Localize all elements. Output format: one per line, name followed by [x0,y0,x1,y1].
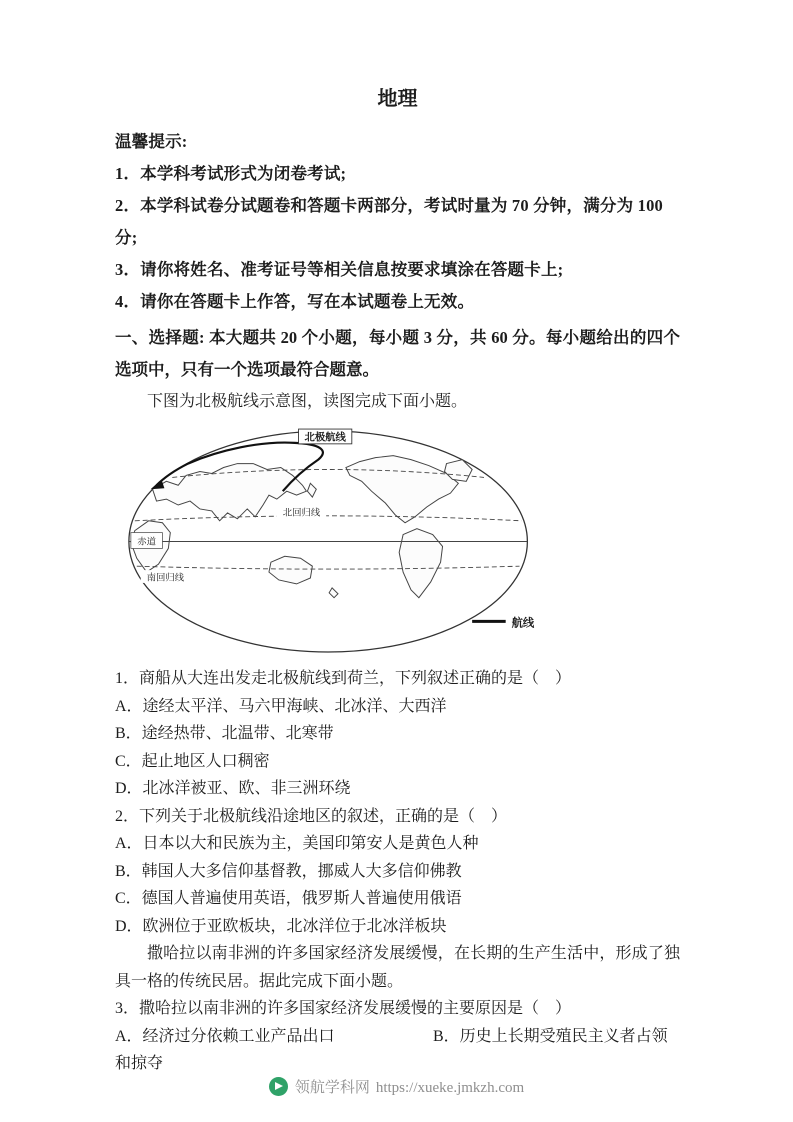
map-label-tropic-of-capricorn: 南回归线 [146,573,185,584]
map-label-arctic-route: 北极航线 [304,432,346,444]
arctic-route-map [121,424,555,659]
question-3-options [115,1023,680,1078]
tropic-of-cancer-line [135,516,522,521]
australia-shape [269,556,312,584]
tropic-of-capricorn-line [137,566,520,569]
section-title: 一、选择题: 本大题共 20 个小题，每小题 3 分，共 60 分。每小题给出的四个选项中，只有一个选项最符合题意。 [115,328,680,379]
notice-item-2: 2．本学科试卷分试题卷和答题卡两部分，考试时量为 70 分钟，满分为 100 分; [115,196,663,247]
footer-site-name: 领航学科网 [294,1080,370,1096]
question-2-option-c: C．德国人普遍使用英语，俄罗斯人普遍使用俄语 [115,890,462,907]
notice-header: 温馨提示: [115,132,188,151]
question-2 [115,803,680,941]
question-3 [115,995,680,1078]
question-1-option-c: C．起止地区人口稠密 [115,752,270,770]
question-1-option-d: D．北冰洋被亚、欧、非三洲环绕 [115,780,351,797]
map-label-tropic-of-cancer: 北回归线 [282,508,321,519]
notice-item-4: 4．请你在答题卡上作答，写在本试题卷上无效。 [115,292,475,311]
notice-item-1: 1．本学科考试形式为闭卷考试; [115,164,347,183]
question-2-option-a: A．日本以大和民族为主，美国印第安人是黄色人种 [115,835,479,852]
new-zealand-shape [329,588,338,598]
question-1-option-b: B．途经热带、北温带、北寒带 [115,725,334,742]
map-label-equator: 赤道 [137,537,157,548]
passage-1: 下图为北极航线示意图，读图完成下面小题。 [147,393,468,410]
question-3-option-b: B．历史上长期受殖民主义者占领和掠夺 [115,1027,668,1072]
passage-2: 撒哈拉以南非洲的许多国家经济发展缓慢，在长期的生产生活中，形成了独具一格的传统民居。据此完成下面小题。 [115,945,680,990]
map-legend [472,615,535,629]
page-title: 地理 [377,88,418,110]
question-1-stem: 1．商船从大连出发走北极航线到荷兰，下列叙述正确的是（ ） [115,670,572,687]
site-logo-icon [269,1077,288,1096]
question-2-option-d: D．欧洲位于亚欧板块，北冰洋位于北冰洋板块 [115,917,447,935]
question-3-stem: 3．撒哈拉以南非洲的许多国家经济发展缓慢的主要原因是（ ） [115,1000,572,1017]
logo-triangle [275,1082,283,1090]
notice-block [115,126,680,318]
south-america-shape [399,529,442,598]
world-map-svg [121,424,555,659]
footer-watermark [0,1077,793,1098]
north-america-shape [346,456,458,523]
question-1 [115,665,680,803]
japan-shape [307,483,316,497]
question-2-stem: 2．下列关于北极航线沿途地区的叙述，正确的是（ ） [115,807,508,825]
legend-route-label: 航线 [511,617,535,630]
notice-item-3: 3．请你将姓名、准考证号等相关信息按要求填涂在答题卡上; [115,260,564,279]
question-3-option-a: A．经济过分依赖工业产品出口 [115,1027,335,1045]
question-2-option-b: B．韩国人大多信仰基督教，挪威人大多信仰佛教 [115,862,462,880]
question-1-option-a: A．途经太平洋、马六甲海峡、北冰洋、大西洋 [115,697,447,715]
footer-url: https://xueke.jmkzh.com [375,1080,525,1096]
